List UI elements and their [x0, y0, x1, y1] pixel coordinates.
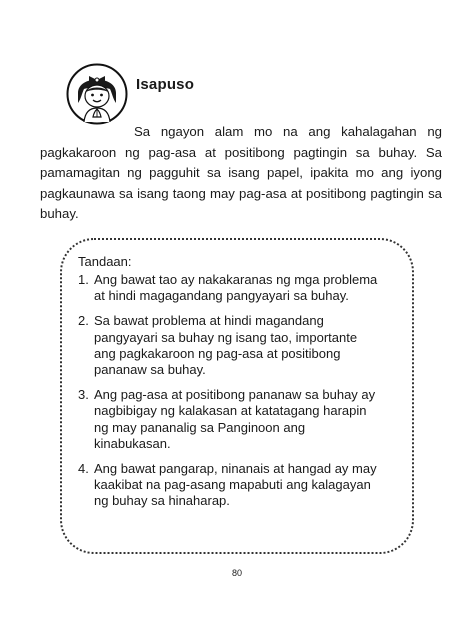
- reminder-list: [78, 272, 378, 519]
- list-item-text: Ang bawat pangarap, ninanais at hangad ay may kaakibat na pag-asang mapabuti ang kalagayan ng buhay sa hinaharap.: [94, 461, 377, 509]
- page-number: 80: [231, 568, 242, 578]
- section-title: Isapuso: [136, 76, 195, 93]
- list-item-text: Ang bawat tao ay nakakaranas ng mga problema at hindi magagandang pangyayari sa buhay.: [94, 272, 378, 304]
- list-item-number: 3.: [78, 387, 89, 403]
- list-item: [78, 313, 378, 378]
- list-item-number: 4.: [78, 461, 89, 477]
- list-item: [78, 387, 378, 452]
- list-item-text: Ang pag-asa at positibong pananaw sa buhay ay nagbibigay ng kalakasan at katatagang harapin ng may pananalig sa Panginoon ang kinabukasan.: [94, 387, 376, 451]
- list-item-number: 2.: [78, 313, 89, 329]
- list-item-text: Sa bawat problema at hindi magandang pangyayari sa buhay ng isang tao, importante ang pagkakaroon ng pag-asa at positibong pananaw sa buhay.: [94, 313, 358, 378]
- intro-paragraph: Sa ngayon alam mo na ang kahalagahan ng pagkakaroon ng pag-asa at positibong pagtingin sa buhay. Sa pamamagitan ng pagguhit sa isang papel, ipakita mo ang iyong pagkaunawa sa isang taong may pag-asa at positibong pagtingin sa buhay.: [40, 124, 442, 222]
- reminder-label: Tandaan:: [78, 254, 132, 269]
- girl-praying-icon: [66, 63, 128, 125]
- list-item-number: 1.: [78, 272, 89, 287]
- list-item: [78, 461, 378, 510]
- list-item: [78, 272, 378, 304]
